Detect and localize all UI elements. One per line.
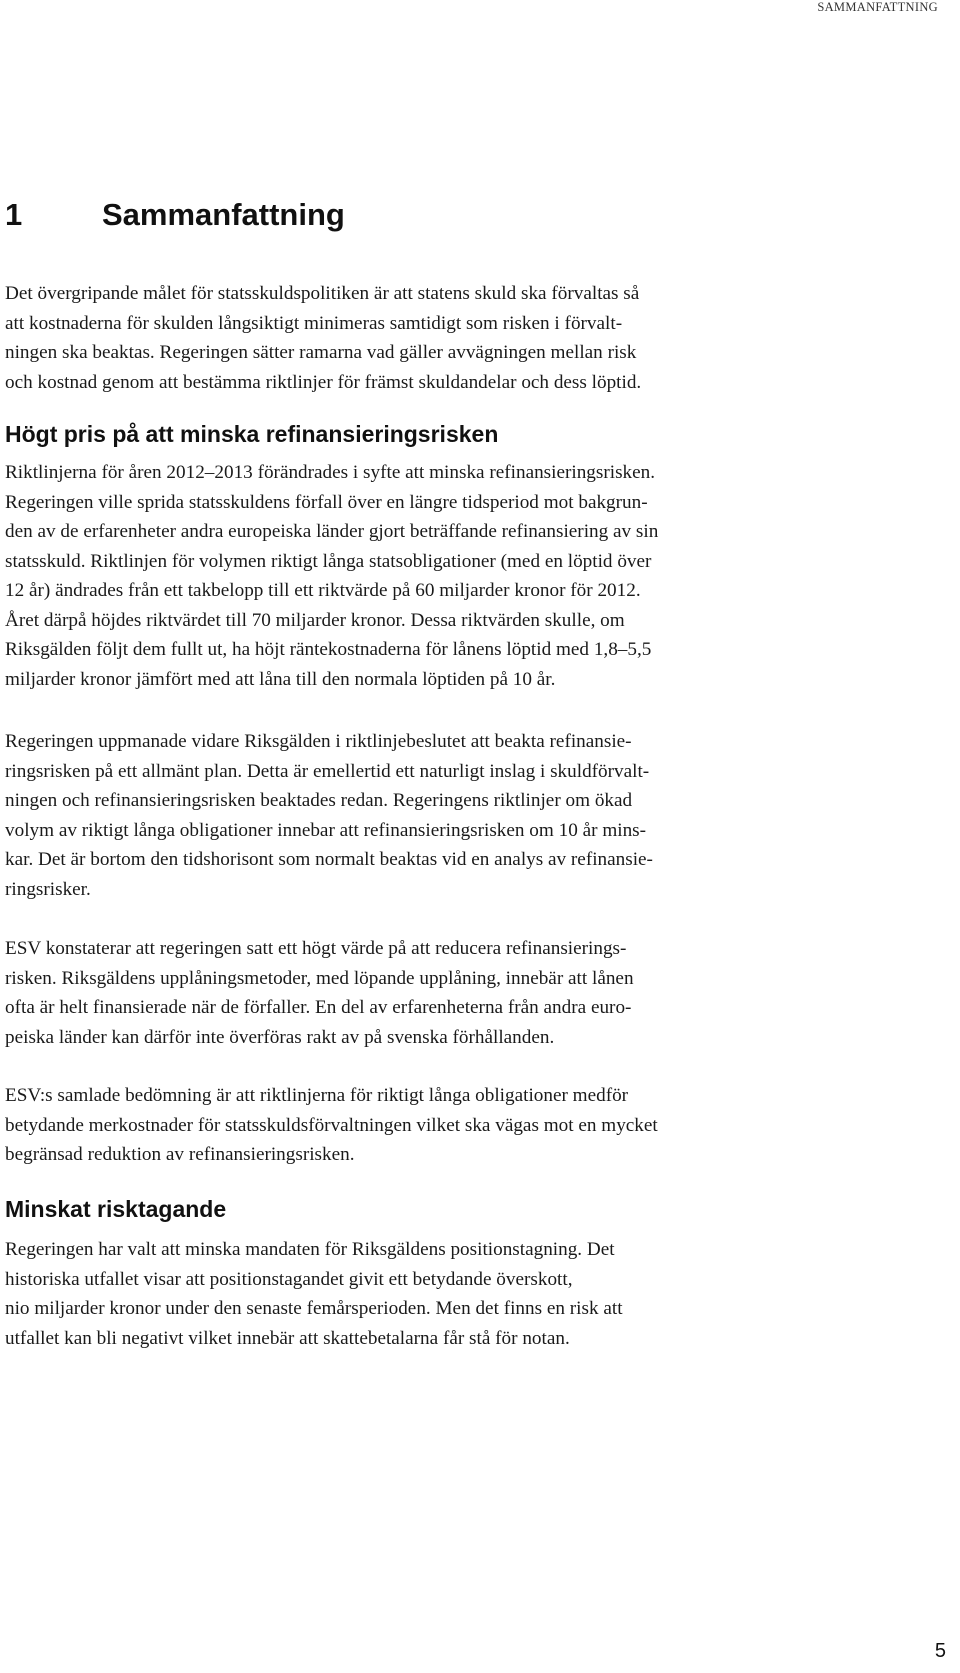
- text-line: ofta är helt finansierade när de förfaller. En del av erfarenheterna från andra euro-: [5, 997, 632, 1018]
- text-line: betydande merkostnader för statsskuldsförvaltningen vilket ska vägas mot en mycket: [5, 1114, 658, 1136]
- text-line: volym av riktigt långa obligationer innebar att refinansieringsrisken om 10 år mins-: [5, 819, 647, 841]
- text-line: begränsad reduktion av refinansieringsrisken.: [5, 1144, 355, 1165]
- running-header: SAMMANFATTNING: [817, 0, 938, 14]
- text-line: 12 år) ändrades från ett takbelopp till ett riktvärde på 60 miljarder kronor för 2012.: [5, 580, 641, 601]
- chapter-title-text: Sammanfattning: [102, 197, 345, 232]
- text-line: historiska utfallet visar att positionstagandet givit ett betydande överskott,: [5, 1268, 573, 1290]
- section-heading-risk: Minskat risktagande: [5, 1196, 227, 1222]
- text-line: ningen ska beaktas. Regeringen sätter ramarna vad gäller avvägningen mellan risk: [5, 342, 637, 363]
- text-line: ESV konstaterar att regeringen satt ett högt värde på att reducera refinansierings-: [5, 938, 627, 959]
- risk-paragraph-1: [5, 1235, 623, 1353]
- page-number: 5: [934, 1640, 946, 1662]
- text-line: att kostnaderna för skulden långsiktigt minimeras samtidigt som risken i förvalt-: [5, 312, 623, 334]
- text-line: ningen och refinansieringsrisken beaktades redan. Regeringens riktlinjer om ökad: [5, 790, 633, 811]
- text-line: Regeringen har valt att minska mandaten för Riksgäldens positionstagning. Det: [5, 1239, 615, 1260]
- text-line: risken. Riksgäldens upplåningsmetoder, med löpande upplåning, innebär att lånen: [5, 967, 634, 989]
- text-line: statsskuld. Riktlinjen för volymen riktigt långa statsobligationer (med en löptid över: [5, 550, 652, 572]
- text-line: kar. Det är bortom den tidshorisont som normalt beaktas vid en analys av refinansie-: [5, 849, 653, 870]
- chapter-title: [5, 197, 345, 233]
- refinancing-paragraph-1: [5, 458, 658, 694]
- text-line: den av de erfarenheter andra europeiska länder gjort beträffande refinansiering av sin: [5, 521, 659, 542]
- text-line: miljarder kronor jämfört med att låna till den normala löptiden på 10 år.: [5, 668, 556, 690]
- refinancing-paragraph-3: [5, 934, 634, 1052]
- text-line: ringsrisken på ett allmänt plan. Detta är emellertid ett naturligt inslag i skuldförvalt-: [5, 760, 650, 782]
- text-line: Regeringen uppmanade vidare Riksgälden i riktlinjebeslutet att beakta refinansie-: [5, 731, 632, 752]
- text-line: nio miljarder kronor under den senaste femårsperioden. Men det finns en risk att: [5, 1298, 623, 1319]
- text-line: Riktlinjerna för åren 2012–2013 förändrades i syfte att minska refinansieringsrisken.: [5, 462, 656, 483]
- text-line: peiska länder kan därför inte överföras rakt av på svenska förhållanden.: [5, 1026, 555, 1048]
- refinancing-paragraph-2: [5, 727, 653, 904]
- text-line: utfallet kan bli negativt vilket innebär att skattebetalarna får stå för notan.: [5, 1327, 570, 1349]
- text-line: och kostnad genom att bestämma riktlinjer för främst skuldandelar och dess löptid.: [5, 371, 642, 393]
- text-line: Det övergripande målet för statsskuldspolitiken är att statens skuld ska förvaltas så: [5, 283, 640, 304]
- text-line: Året därpå höjdes riktvärdet till 70 miljarder kronor. Dessa riktvärden skulle, om: [5, 609, 625, 631]
- chapter-number: 1: [5, 197, 23, 232]
- text-line: Riksgälden följt dem fullt ut, ha höjt räntekostnaderna för lånens löptid med 1,8–5,5: [5, 639, 652, 660]
- text-line: Regeringen ville sprida statsskuldens förfall över en längre tidsperiod mot bakgrun-: [5, 491, 648, 513]
- text-line: ESV:s samlade bedömning är att riktlinjerna för riktigt långa obligationer medför: [5, 1085, 629, 1106]
- intro-paragraph: [5, 279, 641, 397]
- section-heading-refinancing: Högt pris på att minska refinansieringsrisken: [5, 421, 499, 447]
- text-line: ringsrisker.: [5, 878, 91, 900]
- refinancing-paragraph-4: [5, 1081, 658, 1170]
